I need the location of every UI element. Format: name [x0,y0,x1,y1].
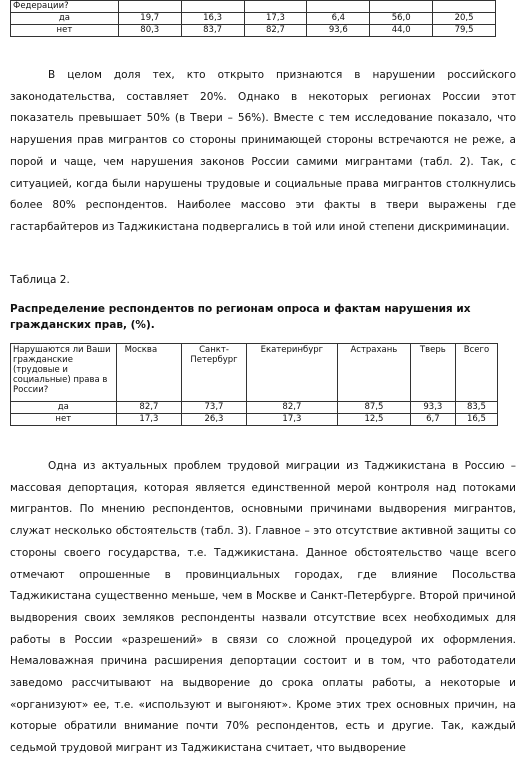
row-label: нет [11,25,119,37]
table-row [11,13,496,25]
paragraph-text: Одна из актуальных проблем трудовой миграции из Таджикистана в Россию – массовая депортация, которая является единственной мерой контроля над потоками мигрантов. По мнению респондентов, основными причинами выдворения мигрантов, служат несколько обстоятельств (табл. 3). Главное – это отсутствие активной защиты со стороны своего государства, т.е. Таджикистана. Данное обстоятельство чаще всего отмечают опрошенные в провинциальных городах, где влияние Посольства Таджикистана существенно меньше, чем в Москве и Санкт-Петербурге. Второй причиной выдворения своих земляков респонденты назвали отсутствие всех необходимых для работы в России «разрешений» в связи со сложной процедурой их оформления. Немаловажная причина расширения депортации состоит и в том, что работодатели заведомо рассчитывают на выдворение до срока оплаты работы, а некоторые и «организуют» ее, т.е. «используют и выгоняют». Кроме этих трех основных причин, на которые обратили внимание почти 70% респондентов, есть и другие. Так, каждый седьмой трудовой мигрант из Таджикистана считает, что выдворение [10,460,516,755]
table-cell: 87,5 [338,402,411,414]
table-cell: 79,5 [433,25,496,37]
table-cell: 16,5 [455,414,497,426]
table-cell: 56,0 [370,13,433,25]
table-header-row [11,344,498,402]
table-cell: 83,7 [181,25,244,37]
table-row [11,414,498,426]
column-header: Санкт-Петербург [182,344,247,402]
table-cell: 80,3 [118,25,181,37]
body-paragraph [10,456,516,760]
table-cell: 20,5 [433,13,496,25]
paragraph-text: В целом доля тех, кто открыто признаются в нарушении российского законодательства, составляет 20%. Однако в некоторых регионах России этот показатель превышает 50% (в Твери – 56%). Вместе с тем исследование показало, что нарушения прав мигрантов со стороны принимающей стороны встречаются не реже, а порой и чаще, чем нарушения законов России самими мигрантами (табл. 2). Так, с ситуацией, когда были нарушены трудовые и социальные права мигрантов столкнулись более 80% респондентов. Наиболее массово эти факты в твери выражены где гастарбайтеров из Таджикистана подвергались в той или иной степени дискриминации. [10,69,516,233]
table-cell: 44,0 [370,25,433,37]
table-1-fragment [10,0,496,37]
table-cell: 12,5 [338,414,411,426]
row-label: нет [11,414,117,426]
table-cell: 6,4 [307,13,370,25]
row-label: да [11,13,119,25]
column-header: Астрахань [338,344,411,402]
table-cell: 83,5 [455,402,497,414]
table-row [11,25,496,37]
table-cell: 82,7 [116,402,182,414]
column-header: Всего [455,344,497,402]
column-header: Тверь [410,344,455,402]
body-paragraph [10,65,516,239]
table-cell: 82,7 [244,25,307,37]
table-cell: 73,7 [182,402,247,414]
table-cell: 82,7 [246,402,337,414]
table-caption: Таблица 2. [10,274,70,286]
question-cell: Нарушаются ли Ваши гражданские (трудовые и социальные) права в России? [11,344,117,402]
row-label: да [11,402,117,414]
table-cell: Федерации? [11,1,119,13]
table-row [11,1,496,13]
table-cell: 93,6 [307,25,370,37]
table-cell: 17,3 [244,13,307,25]
table-2 [10,343,498,426]
table-cell: 17,3 [116,414,182,426]
table-cell: 17,3 [246,414,337,426]
column-header: Москва [116,344,182,402]
table-cell: 26,3 [182,414,247,426]
table-cell: 16,3 [181,13,244,25]
table-cell: 93,3 [410,402,455,414]
table-cell: 6,7 [410,414,455,426]
table-title: Распределение респондентов по регионам опроса и фактам нарушения их гражданских прав, (%). [10,303,471,331]
table-cell: 19,7 [118,13,181,25]
column-header: Екатеринбург [246,344,337,402]
table-row [11,402,498,414]
